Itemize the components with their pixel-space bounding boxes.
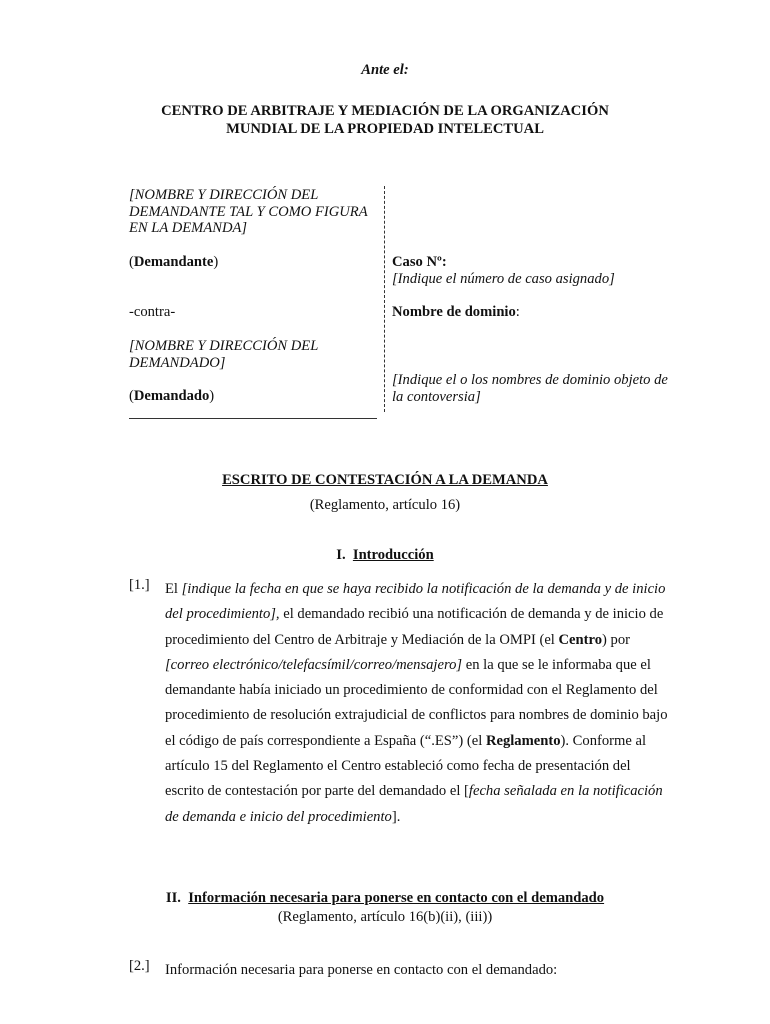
section-1-title: Introducción [352, 547, 434, 563]
p1-text-d: en la que se le informaba que el demandante había iniciado un procedimiento de conformidad con el Reglamento del procedimiento de resolución extrajudicial de conflictos para nombres de dominio bajo el código de país correspondiente a España (“.ES”) (el [165, 656, 668, 749]
p1-text-c: ) por [602, 631, 630, 648]
versus-label: -contra- [129, 304, 176, 320]
respondent-label-text: Demandado [133, 388, 210, 404]
paragraph-1 [129, 577, 669, 830]
section-1-heading [0, 547, 770, 564]
before-label: Ante el: [361, 62, 409, 78]
organization-title-line1: CENTRO DE ARBITRAJE Y MEDIACIÓN DE LA ORGANIZACIÓN [161, 103, 609, 119]
column-divider [384, 186, 385, 412]
section-2-number: II. [165, 890, 181, 906]
respondent-placeholder: [NOMBRE Y DIRECCIÓN DEL DEMANDADO] [129, 338, 319, 371]
paragraph-2-text: Información necesaria para ponerse en contacto con el demandado: [165, 962, 558, 978]
p1-italic-date: [indique la fecha en que se haya recibido la notificación de la demanda y de inicio del procedimiento], [165, 581, 666, 623]
document-title-text: ESCRITO DE CONTESTACIÓN A LA DEMANDA [222, 472, 548, 488]
paragraph-2-number: [2.] [129, 958, 150, 974]
p1-bold-centro: Centro [558, 631, 603, 648]
p1-text-f: ]. [391, 808, 401, 825]
p1-italic-deadline: fecha señalada en la notificación de demanda e inicio del procedimiento [165, 783, 663, 825]
paragraph-2 [129, 958, 669, 983]
p1-text-e: ). Conforme al artículo 15 del Reglamento el Centro estableció como fecha de presentación del escrito de contestación por parte del demandado el [ [165, 732, 647, 800]
complainant-label: (Demandante) [129, 254, 219, 270]
domain-name-label-text: Nombre de dominio [392, 304, 516, 320]
complainant-label-text: Demandante [133, 254, 214, 270]
document-subtitle: (Reglamento, artículo 16) [309, 497, 461, 513]
paragraph-1-text [165, 577, 669, 830]
case-number-label: Caso Nº: [392, 254, 447, 270]
respondent-label: (Demandado) [129, 388, 215, 404]
complainant-placeholder: [NOMBRE Y DIRECCIÓN DEL DEMANDANTE TAL Y COMO FIGURA EN LA DEMANDA] [129, 187, 368, 236]
section-1-number: I. [336, 547, 346, 563]
section-2-heading [0, 890, 770, 907]
p1-bold-reglamento: Reglamento [485, 732, 561, 749]
p1-text-a: El [165, 581, 182, 597]
p1-text-b: el demandado recibió una notificación de demanda y de inicio de procedimiento del Centro de Arbitraje y Mediación de la OMPI (el [165, 606, 664, 648]
domain-name-label: Nombre de dominio: [392, 304, 520, 320]
parties-underline [129, 418, 377, 419]
section-2-subtitle: (Reglamento, artículo 16(b)(ii), (iii)) [277, 909, 493, 925]
p1-italic-medium: [correo electrónico/telefacsímil/correo/mensajero] [165, 656, 463, 673]
domain-name-placeholder: [Indique el o los nombres de dominio objeto de la contoversia] [392, 372, 668, 405]
paragraph-1-number: [1.] [129, 577, 150, 593]
section-2-title: Información necesaria para ponerse en contacto con el demandado [188, 890, 605, 906]
case-number-placeholder: [Indique el número de caso asignado] [392, 271, 615, 287]
organization-title-line2: MUNDIAL DE LA PROPIEDAD INTELECTUAL [226, 121, 544, 137]
organization-title [0, 102, 770, 138]
document-title [0, 472, 770, 489]
